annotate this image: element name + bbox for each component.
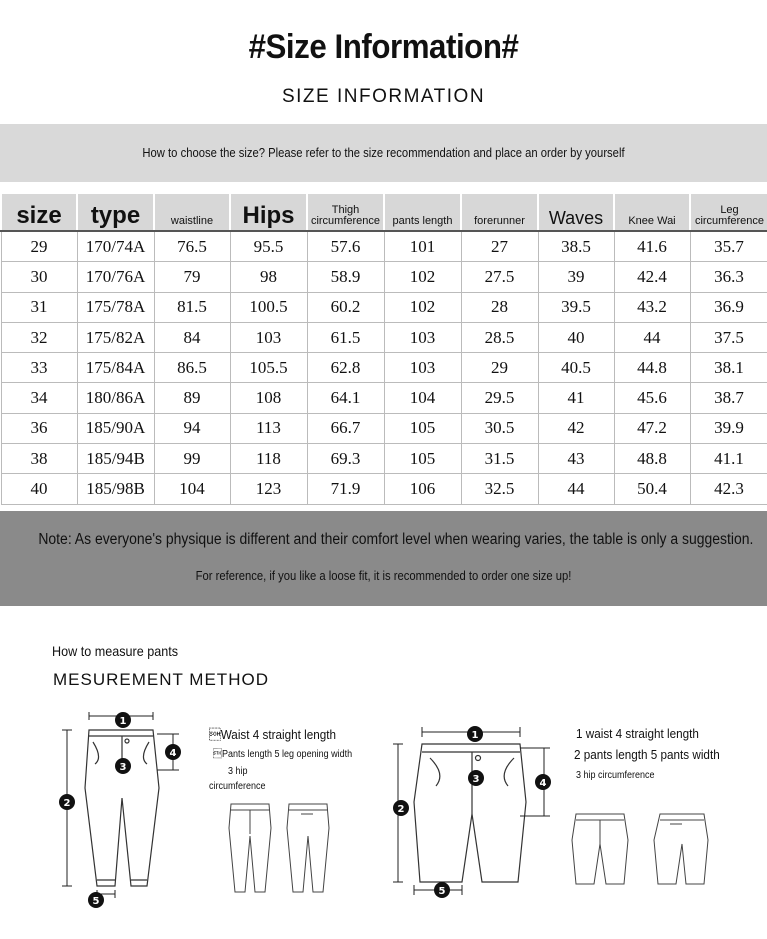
table-cell: 39.5	[538, 292, 614, 322]
column-header-label: forerunner	[474, 215, 525, 228]
table-cell: 104	[384, 383, 461, 413]
table-cell: 42	[538, 413, 614, 443]
table-cell: 100.5	[230, 292, 307, 322]
table-cell: 185/98B	[77, 474, 154, 504]
table-cell: 175/84A	[77, 353, 154, 383]
marker-2: 2	[63, 798, 71, 809]
table-cell: 84	[154, 322, 230, 352]
column-header	[461, 194, 538, 231]
column-header-label: Thigh circumference	[310, 203, 381, 228]
measure-method-title: MESUREMENT METHOD	[53, 670, 269, 689]
marker-5: 5	[92, 896, 100, 907]
table-cell: 44	[614, 322, 690, 352]
table-body	[1, 231, 767, 504]
left-label-3: 3 hip	[228, 766, 248, 777]
table-cell: 60.2	[307, 292, 384, 322]
table-cell: 99	[154, 444, 230, 474]
table-cell: 95.5	[230, 231, 307, 262]
right-label-1: 1 waist 4 straight length	[576, 726, 699, 741]
table-cell: 64.1	[307, 383, 384, 413]
table-row	[1, 322, 767, 352]
column-header	[690, 194, 767, 231]
table-cell: 180/86A	[77, 383, 154, 413]
column-header	[307, 194, 384, 231]
table-row	[1, 413, 767, 443]
table-cell: 58.9	[307, 262, 384, 292]
table-cell: 30.5	[461, 413, 538, 443]
table-cell: 113	[230, 413, 307, 443]
table-cell: 27.5	[461, 262, 538, 292]
table-cell: 101	[384, 231, 461, 262]
column-header	[1, 194, 77, 231]
table-cell: 123	[230, 474, 307, 504]
table-cell: 71.9	[307, 474, 384, 504]
table-cell: 30	[1, 262, 77, 292]
column-header-label: type	[90, 201, 141, 229]
marker-4: 4	[169, 748, 177, 759]
trousers-front-back-icon	[225, 800, 345, 895]
table-cell: 102	[384, 292, 461, 322]
column-header	[230, 194, 307, 231]
table-cell: 50.4	[614, 474, 690, 504]
table-cell: 47.2	[614, 413, 690, 443]
shorts-marker-3: 3	[472, 774, 480, 785]
table-row	[1, 292, 767, 322]
note-line-2: For reference, if you like a loose fit, it is recommended to order one size up!	[195, 569, 572, 583]
measure-heading: How to measure pants	[52, 643, 179, 659]
table-cell: 37.5	[690, 322, 767, 352]
right-label-2: 2 pants length 5 pants width	[574, 747, 720, 762]
table-cell: 102	[384, 262, 461, 292]
table-row	[1, 383, 767, 413]
table-header-row	[1, 194, 767, 231]
table-cell: 34	[1, 383, 77, 413]
table-row	[1, 353, 767, 383]
table-cell: 42.4	[614, 262, 690, 292]
page-title: #Size Information#	[248, 28, 519, 66]
table-cell: 43.2	[614, 292, 690, 322]
note-line-1: Note: As everyone's physique is different and their comfort level when wearing varies, the table is only a suggestion.	[38, 531, 754, 548]
table-cell: 62.8	[307, 353, 384, 383]
table-cell: 66.7	[307, 413, 384, 443]
table-cell: 103	[384, 322, 461, 352]
table-cell: 86.5	[154, 353, 230, 383]
table-cell: 28.5	[461, 322, 538, 352]
table-cell: 28	[461, 292, 538, 322]
table-row	[1, 262, 767, 292]
table-cell: 39.9	[690, 413, 767, 443]
right-label-3: 3 hip circumference	[576, 770, 655, 781]
table-cell: 94	[154, 413, 230, 443]
table-cell: 175/82A	[77, 322, 154, 352]
table-cell: 39	[538, 262, 614, 292]
table-cell: 105.5	[230, 353, 307, 383]
table-row	[1, 231, 767, 262]
table-cell: 38.7	[690, 383, 767, 413]
table-cell: 170/76A	[77, 262, 154, 292]
table-cell: 170/74A	[77, 231, 154, 262]
shorts-marker-5: 5	[438, 886, 446, 897]
column-header	[154, 194, 230, 231]
table-cell: 44.8	[614, 353, 690, 383]
table-cell: 38	[1, 444, 77, 474]
table-cell: 103	[384, 353, 461, 383]
table-cell: 108	[230, 383, 307, 413]
left-label-2: Pants length 5 leg opening width	[213, 749, 353, 760]
table-cell: 104	[154, 474, 230, 504]
table-cell: 61.5	[307, 322, 384, 352]
table-cell: 35.7	[690, 231, 767, 262]
table-cell: 41.1	[690, 444, 767, 474]
marker-3: 3	[119, 762, 127, 773]
column-header	[384, 194, 461, 231]
table-row	[1, 444, 767, 474]
column-header-label: pants length	[392, 215, 453, 228]
table-cell: 38.5	[538, 231, 614, 262]
guide-banner	[0, 124, 767, 182]
column-header	[77, 194, 154, 231]
table-cell: 32.5	[461, 474, 538, 504]
table-cell: 44	[538, 474, 614, 504]
table-cell: 33	[1, 353, 77, 383]
column-header	[614, 194, 690, 231]
table-cell: 98	[230, 262, 307, 292]
table-cell: 36.3	[690, 262, 767, 292]
column-header	[538, 194, 614, 231]
marker-1: 1	[119, 716, 127, 727]
table-cell: 48.8	[614, 444, 690, 474]
page-subtitle: SIZE INFORMATION	[281, 86, 486, 107]
table-cell: 40.5	[538, 353, 614, 383]
table-cell: 118	[230, 444, 307, 474]
shorts-front-back-icon	[570, 810, 720, 890]
column-header-label: size	[16, 201, 62, 229]
table-cell: 29	[461, 353, 538, 383]
table-cell: 31.5	[461, 444, 538, 474]
shorts-marker-4: 4	[539, 778, 547, 789]
column-header-label: Waves	[548, 208, 604, 229]
table-cell: 43	[538, 444, 614, 474]
left-label-4: circumference	[209, 781, 266, 792]
table-cell: 103	[230, 322, 307, 352]
table-cell: 106	[384, 474, 461, 504]
table-cell: 69.3	[307, 444, 384, 474]
table-cell: 76.5	[154, 231, 230, 262]
column-header-label: waistline	[170, 215, 214, 228]
guide-text: How to choose the size? Please refer to the size recommendation and place an order by yourself	[142, 146, 625, 160]
table-cell: 45.6	[614, 383, 690, 413]
trousers-diagram	[55, 708, 195, 908]
table-cell: 40	[1, 474, 77, 504]
table-cell: 38.1	[690, 353, 767, 383]
note-banner	[0, 511, 767, 606]
table-cell: 79	[154, 262, 230, 292]
table-cell: 185/90A	[77, 413, 154, 443]
table-cell: 105	[384, 413, 461, 443]
table-cell: 57.6	[307, 231, 384, 262]
table-row	[1, 474, 767, 504]
table-cell: 36	[1, 413, 77, 443]
left-label-1: Waist 4 straight length	[209, 727, 337, 742]
shorts-diagram	[390, 722, 560, 902]
table-cell: 36.9	[690, 292, 767, 322]
table-cell: 29	[1, 231, 77, 262]
table-cell: 27	[461, 231, 538, 262]
table-cell: 41.6	[614, 231, 690, 262]
table-cell: 32	[1, 322, 77, 352]
table-cell: 40	[538, 322, 614, 352]
column-header-label: Hips	[242, 201, 295, 229]
shorts-marker-2: 2	[397, 804, 405, 815]
size-table	[0, 194, 767, 505]
table-cell: 185/94B	[77, 444, 154, 474]
table-cell: 105	[384, 444, 461, 474]
table-cell: 81.5	[154, 292, 230, 322]
table-cell: 175/78A	[77, 292, 154, 322]
table-cell: 42.3	[690, 474, 767, 504]
table-cell: 89	[154, 383, 230, 413]
table-cell: 29.5	[461, 383, 538, 413]
column-header-label: Leg circumference	[694, 203, 765, 228]
shorts-marker-1: 1	[471, 730, 479, 741]
column-header-label: Knee Wai	[628, 215, 676, 228]
table-cell: 31	[1, 292, 77, 322]
table-cell: 41	[538, 383, 614, 413]
